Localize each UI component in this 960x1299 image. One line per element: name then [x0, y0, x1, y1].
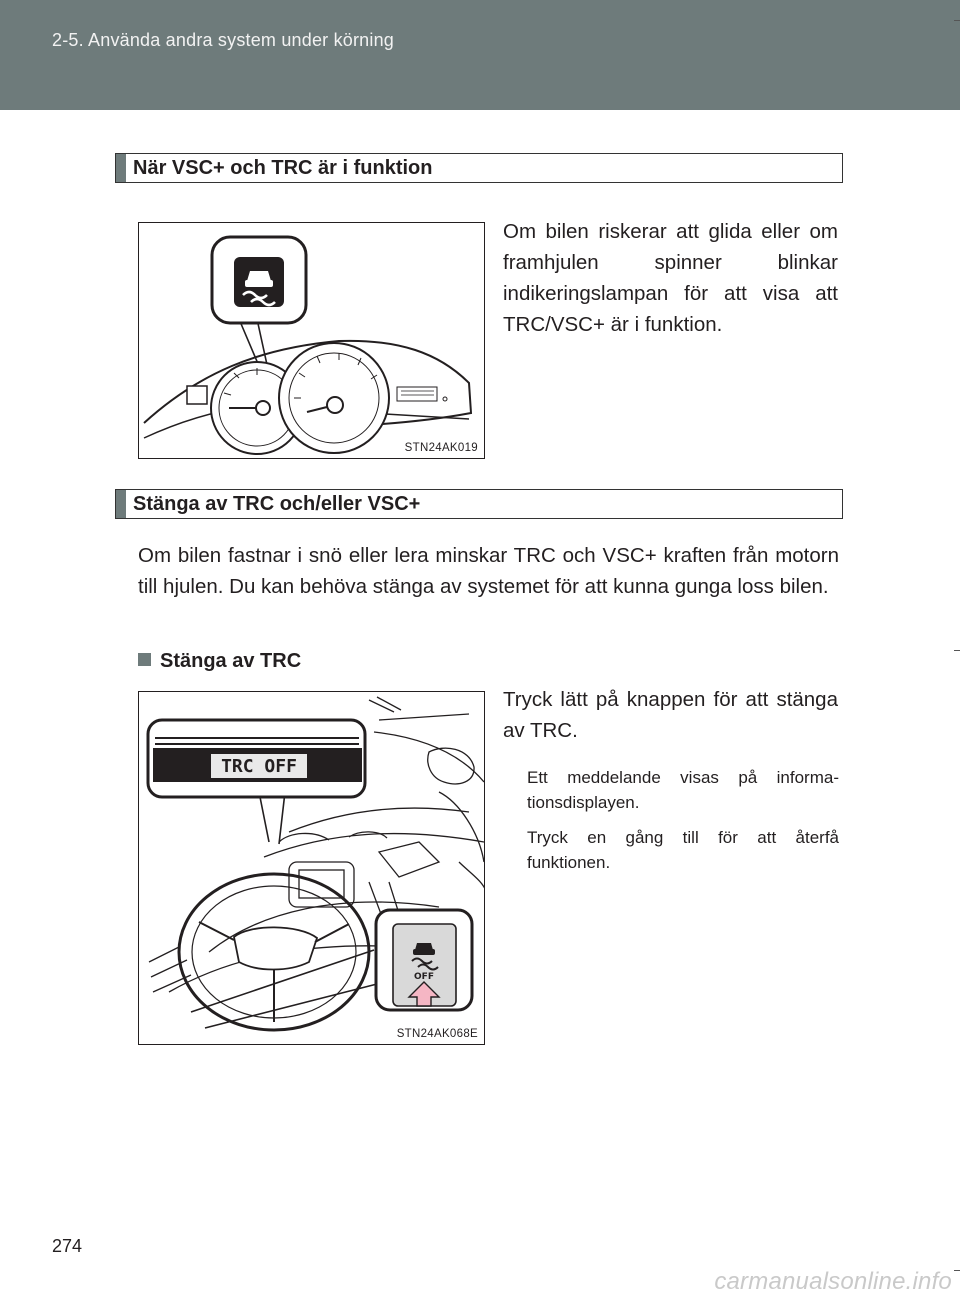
- figure-trc-off-button: [138, 691, 485, 1045]
- note-restore-function: Tryck en gång till för att återfå funktionen.: [527, 828, 839, 872]
- subsection-heading: [138, 650, 301, 673]
- button-off-label: OFF: [414, 972, 434, 982]
- section-heading-vsc-trc-active: [115, 153, 843, 183]
- figure-instrument-cluster: [138, 222, 485, 459]
- crop-mark: [954, 650, 960, 651]
- page-number: 274: [52, 1236, 83, 1256]
- figure-code: STN24AK019: [404, 442, 478, 454]
- crop-mark: [954, 1270, 960, 1271]
- trc-off-message: TRC OFF: [221, 756, 297, 777]
- figure-code: STN24AK068E: [396, 1028, 478, 1040]
- section-heading-disable-trc-vsc: [115, 489, 843, 519]
- section-heading-label: Stänga av TRC och/eller VSC+: [133, 493, 421, 515]
- section-heading-accent: [116, 490, 126, 518]
- watermark: carmanualsonline.info: [714, 1268, 952, 1295]
- crop-mark: [954, 20, 960, 21]
- instruction-text: Tryck lätt på knappen för att stänga av TRC.: [503, 688, 838, 742]
- skid-indicator-icon: [234, 257, 284, 307]
- section1-body: Om bilen riskerar att glida eller om framhjulen spinner blinkar indikeringslampan för att visa att TRC/VSC+ är i funktion.: [503, 220, 838, 336]
- square-bullet-icon: [138, 653, 151, 666]
- section2-intro: Om bilen fastnar i snö eller lera minskar TRC och VSC+ kraften från motorn till hjulen. Du kan behöva stänga av systemet för att kunna gunga loss bilen.: [138, 544, 839, 598]
- cockpit-illustration: [139, 692, 485, 1045]
- section-heading-label: När VSC+ och TRC är i funktion: [133, 157, 433, 179]
- subsection-heading-label: Stänga av TRC: [160, 650, 302, 672]
- section-heading-accent: [116, 154, 126, 182]
- instrument-cluster-illustration: [139, 223, 485, 459]
- header-bar: [0, 0, 960, 110]
- note-info-display: Ett meddelande visas på informa-tionsdisplayen.: [527, 768, 839, 812]
- breadcrumb: 2-5. Använda andra system under körning: [52, 30, 395, 50]
